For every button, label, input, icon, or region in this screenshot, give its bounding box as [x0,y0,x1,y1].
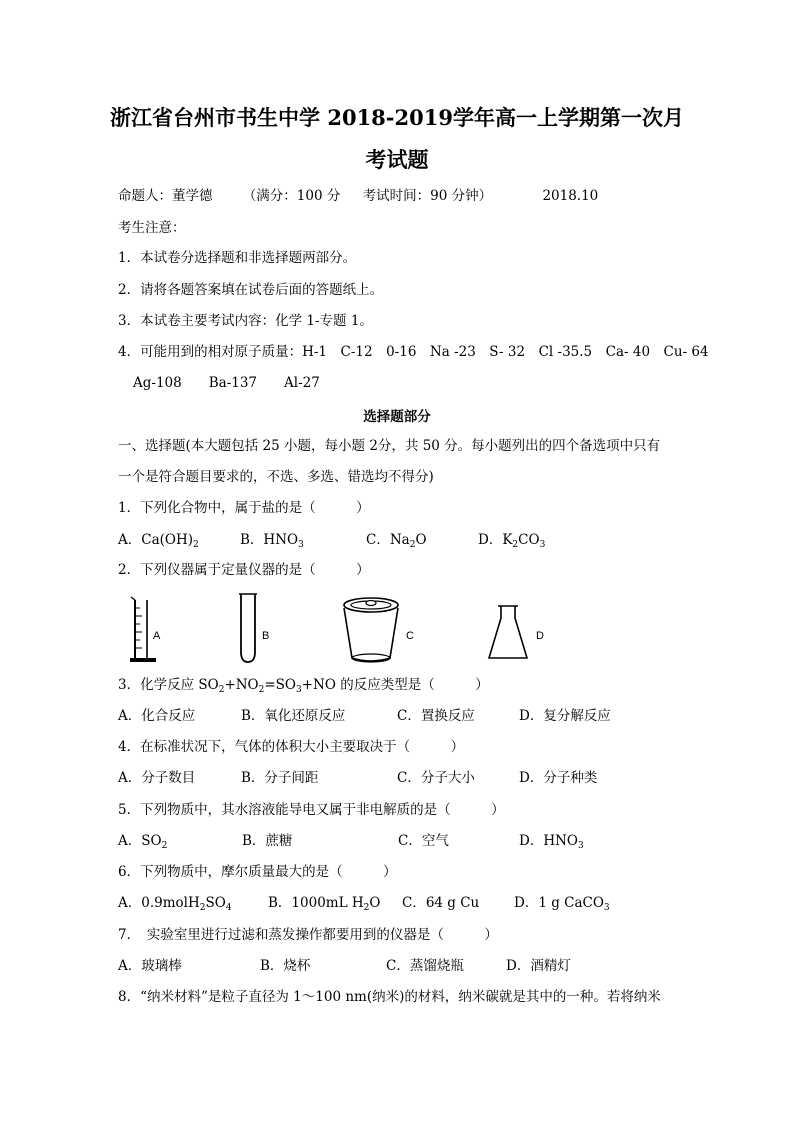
notice-item-3: 3．本试卷主要考试内容：化学 1-专题 1。 [118,313,373,329]
meta-author: 命题人：董学德 [118,188,213,204]
notice-item-4: 4．可能用到的相对原子质量：H-1 C-12 0-16 Na -23 S- 32 Cl -35.5 Ca- 40 Cu- 64 [118,344,709,360]
section-title: 选择题部分 [363,409,431,425]
meta-date: 2018.10 [542,188,599,204]
q7-option-d: D．酒精灯 [506,958,571,974]
apparatus-label-a: A [153,630,161,642]
crucible-icon [340,596,402,666]
q6-option-b: B．1000mL $H_2O$ [268,895,381,913]
notice-masses-line2: Ag-108 Ba-137 Al-27 [133,375,320,391]
question-3-stem: 3．化学反应 $SO_2+NO_2=SO_3+NO$ 的反应类型是（ ） [118,677,489,695]
question-1-stem: 1．下列化合物中，属于盐的是（ ） [118,500,370,516]
q6-option-d: D．1 g CaCO$_3$ [514,895,610,913]
question-2-stem: 2．下列仪器属于定量仪器的是（ ） [118,562,370,578]
q5-option-b: B．蔗糖 [242,833,293,849]
q4-option-a: A．分子数目 [118,770,196,786]
q3-option-a: A．化合反应 [118,708,196,724]
q3-option-b: B．氧化还原反应 [241,708,346,724]
q1-option-a: A．$Ca(OH)_2$ [118,532,199,550]
q3-option-c: C．置换反应 [397,708,475,724]
apparatus-label-b: B [262,630,270,642]
q6-option-a: A．$0.9molH_2SO_4$ [118,895,232,913]
test-tube-icon [236,592,260,666]
conical-flask-icon [486,604,530,662]
q6-option-c: C．64 g Cu [402,895,480,911]
exam-meta [118,187,598,205]
q4-option-c: C．分子大小 [397,770,475,786]
q3-option-d: D．复分解反应 [519,708,611,724]
q5-option-c: C．空气 [398,833,449,849]
notice-heading: 考生注意： [118,220,186,236]
notice-item-1: 1．本试卷分选择题和非选择题两部分。 [118,250,357,266]
q5-option-d: D．$HNO_3$ [519,833,584,851]
q5-option-a: A．$SO_2$ [118,833,168,851]
meta-score: （满分：100 分 [242,188,341,204]
exam-title-line1: 浙江省台州市书生中学 2018-2019学年高一上学期第一次月 [110,105,684,130]
question-5-stem: 5．下列物质中，其水溶液能导电又属于非电解质的是（ ） [118,802,505,818]
exam-title-line2: 考试题 [365,147,429,172]
q4-option-b: B．分子间距 [241,770,319,786]
instructions-line2: 一个是符合题目要求的，不选、多选、错选均不得分) [118,469,434,485]
question-8-stem: 8．“纳米材料”是粒子直径为 1～100 nm(纳米)的材料，纳米碳就是其中的一种。若将纳米 [118,989,661,1005]
question-7-stem: 7． 实验室里进行过滤和蒸发操作都要用到的仪器是（ ） [118,927,498,943]
notice-item-2: 2．请将各题答案填在试卷后面的答题纸上。 [118,282,384,298]
q7-option-a: A．玻璃棒 [118,958,182,974]
q1-option-d: D．$K_2CO_3$ [478,532,546,550]
q7-option-b: B．烧杯 [260,958,311,974]
question-6-stem: 6．下列物质中，摩尔质量最大的是（ ） [118,864,397,880]
q1-option-b: B．$HNO_3$ [240,532,304,550]
apparatus-label-d: D [536,630,544,642]
instructions-line1: 一、选择题(本大题包括 25 小题，每小题 2分，共 50 分。每小题列出的四个备选项中只有 [118,438,661,454]
apparatus-label-c: C [406,630,414,642]
q1-option-c: C．$Na_2O$ [366,532,427,550]
meta-time: 考试时间：90 分钟） [362,188,493,204]
q7-option-c: C．蒸馏烧瓶 [386,958,464,974]
question-4-stem: 4．在标准状况下，气体的体积大小主要取决于（ ） [118,739,465,755]
q4-option-d: D．分子种类 [519,770,598,786]
